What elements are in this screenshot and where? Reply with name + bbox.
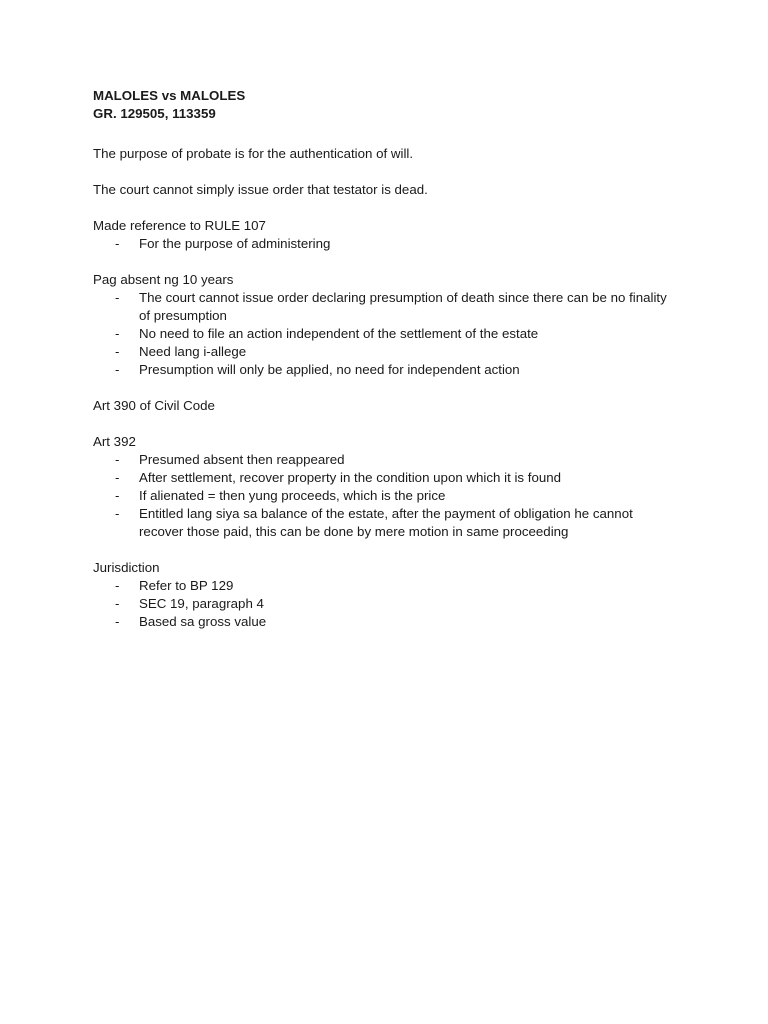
bullet-item [93,289,669,325]
bullet-item [93,577,669,595]
bullet-item [93,487,669,505]
paragraph-court-order: The court cannot simply issue order that testator is dead. [93,182,428,197]
bullet-item [93,505,669,541]
bullet-item [93,343,669,361]
bullet-text: Presumption will only be applied, no need for independent action [139,362,520,377]
sections-container [93,217,708,631]
case-number: GR. 129505, 113359 [93,106,216,121]
bullet-list [93,289,708,379]
bullet-item [93,451,669,469]
bullet-item [93,595,669,613]
bullet-text: Need lang i-allege [139,344,247,359]
section [93,559,708,631]
bullet-item [93,235,669,253]
bullet-text: Refer to BP 129 [139,578,234,593]
bullet-item [93,613,669,631]
bullet-text: Based sa gross value [139,614,267,629]
bullet-dash: - [115,344,120,359]
bullet-dash: - [115,236,120,251]
section-heading: Pag absent ng 10 years [93,272,234,287]
bullet-dash: - [115,452,120,467]
bullet-dash: - [115,488,120,503]
bullet-dash: - [115,506,120,521]
section-heading: Art 390 of Civil Code [93,398,215,413]
bullet-text: The court cannot issue order declaring presumption of death since there can be no finality of presumption [139,290,667,323]
bullet-dash: - [115,596,120,611]
bullet-dash: - [115,290,120,305]
section-heading: Art 392 [93,434,136,449]
section-heading: Jurisdiction [93,560,160,575]
bullet-dash: - [115,578,120,593]
bullet-list [93,451,708,541]
section [93,433,708,541]
bullet-dash: - [115,614,120,629]
bullet-item [93,361,669,379]
bullet-text: For the purpose of administering [139,236,331,251]
section [93,271,708,379]
bullet-dash: - [115,362,120,377]
bullet-text: No need to file an action independent of the settlement of the estate [139,326,539,341]
bullet-list [93,235,708,253]
bullet-text: Presumed absent then reappeared [139,452,345,467]
paragraph-probate-purpose: The purpose of probate is for the authentication of will. [93,146,414,161]
section [93,397,708,415]
title-block [93,87,708,123]
bullet-text: SEC 19, paragraph 4 [139,596,264,611]
bullet-text: After settlement, recover property in the condition upon which it is found [139,470,562,485]
section-heading: Made reference to RULE 107 [93,218,266,233]
bullet-dash: - [115,470,120,485]
section [93,217,708,253]
bullet-dash: - [115,326,120,341]
bullet-item [93,469,669,487]
bullet-text: Entitled lang siya sa balance of the estate, after the payment of obligation he cannot recover those paid, this can be done by mere motion in same proceeding [139,506,633,539]
bullet-list [93,577,708,631]
document-title: MALOLES vs MALOLES [93,88,246,103]
bullet-text: If alienated = then yung proceeds, which is the price [139,488,446,503]
bullet-item [93,325,669,343]
